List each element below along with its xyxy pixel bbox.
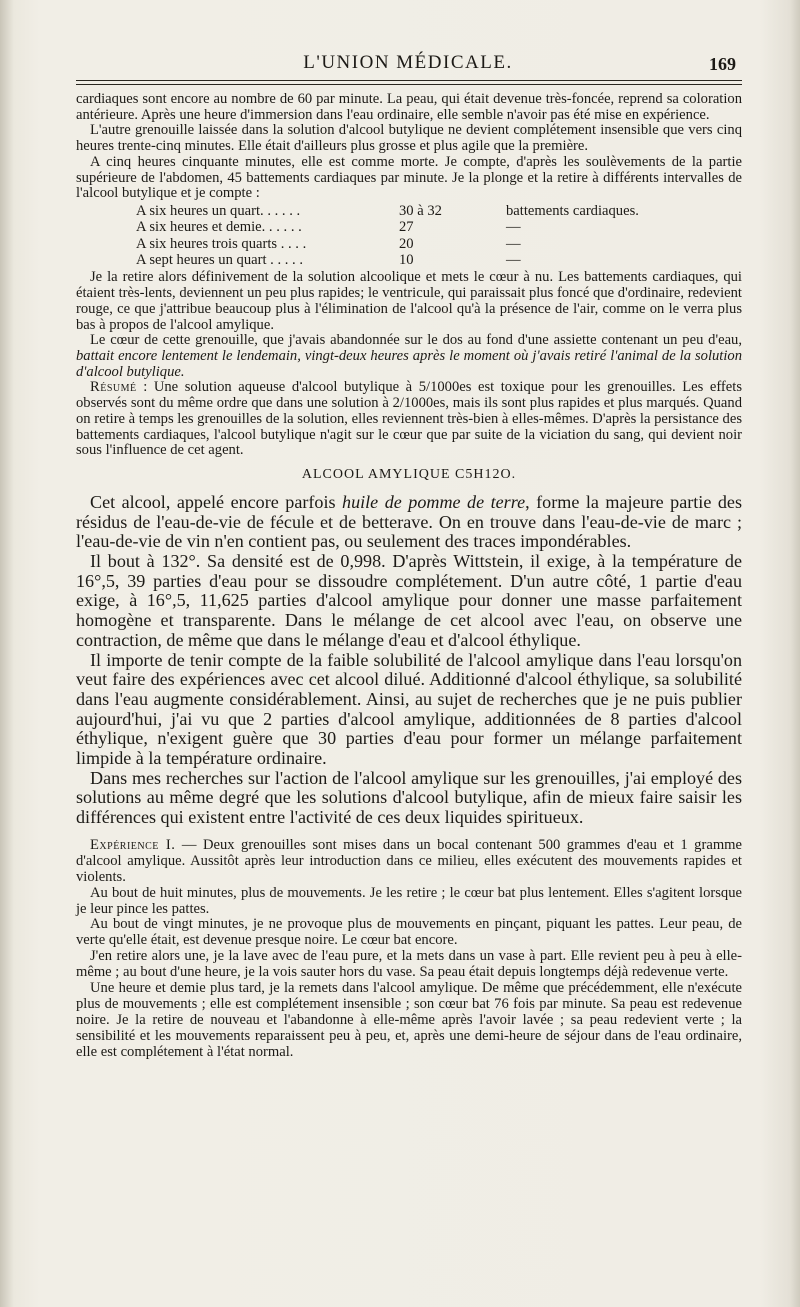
page-number: 169 xyxy=(709,54,736,74)
table-row xyxy=(76,236,742,252)
page-header xyxy=(76,52,740,76)
heartbeat-table xyxy=(76,203,742,269)
paragraph-text: Le cœur de cette grenouille, que j'avais abandonnée sur le dos au fond d'une assiette contenant un peu d'eau, xyxy=(90,332,742,349)
table-unit: — xyxy=(506,252,521,269)
running-title: L'UNION MÉDICALE. xyxy=(303,52,513,73)
table-row xyxy=(76,203,742,219)
table-time: A six heures et demie. . . . . . xyxy=(136,219,302,236)
table-time: A six heures trois quarts . . . . xyxy=(136,235,307,252)
table-unit: — xyxy=(506,235,521,252)
paragraph: Il bout à 132°. Sa densité est de 0,998. D'après Wittstein, il exige, à la température de 16°,5, 39 parties d'eau pour se dissoudre complétement. D'un autre côté, 1 partie d'eau exige, à 16°,5, 11,625 parties d'alcool amylique pour donner une masse parfaitement homogène et transparente. Dans le mélange de cet alcool avec l'eau, on observe une contraction, de même que dans le mélange d'eau et d'alcool éthylique. xyxy=(76,551,742,650)
italic-text: huile de pomme de terre xyxy=(342,491,526,512)
resume-label: Résumé xyxy=(90,379,137,396)
experiment-paragraph xyxy=(76,838,742,886)
paragraph-text: Cet alcool, appelé encore parfois xyxy=(90,491,343,512)
paragraph-continued: cardiaques sont encore au nombre de 60 par minute. La peau, qui était devenue très-foncée, reprend sa coloration antérieure. Après une heure d'immersion dans l'eau ordinaire, elle semble n'avoir pas été mise en expérience. xyxy=(76,91,742,123)
table-value: 30 à 32 xyxy=(399,202,442,219)
paragraph: Au bout de vingt minutes, je ne provoque plus de mouvements en pinçant, piquant les pattes. Leur peau, de verte qu'elle était, est devenue presque noire. Le cœur bat encore. xyxy=(76,916,742,949)
experiment-text: — Deux grenouilles sont mises dans un bocal contenant 500 grammes d'eau et 1 gramme d'alcool amylique. Aussitôt après leur introduction dans ce milieu, elles exécutent des mouvements rapides et violents. xyxy=(76,836,742,885)
paragraph xyxy=(76,493,742,552)
experiment-label: Expérience I. xyxy=(90,836,176,853)
header-rule-thin xyxy=(76,84,742,85)
paragraph: A cinq heures cinquante minutes, elle est comme morte. Je compte, d'après les soulèvements de la partie supérieure de l'abdomen, 45 battements cardiaques par minute. Je la plonge et la retire à différents intervalles de l'alcool butylique et je compte : xyxy=(76,153,742,202)
table-row xyxy=(76,219,742,235)
table-unit: — xyxy=(506,219,521,236)
paragraph: Il importe de tenir compte de la faible solubilité de l'alcool amylique dans l'eau lorsqu'on veut faire des expériences avec cet alcool dilué. Additionné d'alcool éthylique, sa solubilité dans l'eau augmente considérablement. Ainsi, au sujet de recherches que je ne puis publier aujourd'hui, j'ai vu que 2 parties d'alcool amylique, additionnées de 8 parties d'alcool éthylique, n'exigent guère que 30 parties d'eau pour former un mélange parfaitement limpide à la température ordinaire. xyxy=(76,649,742,769)
table-value: 27 xyxy=(399,219,414,236)
large-type-block xyxy=(76,493,742,828)
paragraph: Une heure et demie plus tard, je la remets dans l'alcool amylique. De même que précédemment, elle n'exécute plus de mouvements ; elle est complétement insensible ; son cœur bat 76 fois par minute. Sa peau est redevenue noire. Je la retire de nouveau et l'abandonne à elle-même après l'avoir lavée ; sa peau redevient verte ; la sensibilité et les mouvements reparaissent peu à peu, et, après une demi-heure de séjour dans de l'eau ordinaire, elle est complétement à l'état normal. xyxy=(76,980,742,1060)
table-value: 20 xyxy=(399,235,414,252)
table-unit: battements cardiaques. xyxy=(506,202,639,219)
italic-text: battait encore lentement le lendemain, vingt-deux heures après le moment où j'avais retiré l'animal de la solution d'alcool butylique. xyxy=(76,348,742,380)
resume-paragraph xyxy=(76,380,742,459)
table-time: A sept heures un quart . . . . . xyxy=(136,252,303,269)
small-type-block xyxy=(76,92,742,459)
resume-text: : Une solution aqueuse d'alcool butylique à 5/1000es est toxique pour les grenouilles. Les effets observés sont du même ordre que dans une solution à 2/1000es, mais ils sont plus rapides et plus marqués. Quand on retire à temps les grenouilles de la solution, elles reviennent très-bien à elles-mêmes. D'après la persistance des battements cardiaques, l'alcool butylique n'agit sur le cœur que par suite de la viciation du sang, qui devient noir sous l'influence de cet agent. xyxy=(76,379,743,459)
paragraph: Dans mes recherches sur l'action de l'alcool amylique sur les grenouilles, j'ai employé des solutions au même degré que les solutions d'alcool butylique, afin de mieux faire saisir les différences qui existent entre l'activité de ces deux liquides spiritueux. xyxy=(76,767,742,828)
section-heading: ALCOOL AMYLIQUE C5H12O. xyxy=(301,466,517,482)
paragraph: Je la retire alors définivement de la solution alcoolique et mets le cœur à nu. Les battements cardiaques, qui étaient très-lents, deviennent un peu plus rapides; le ventricule, qui paraissait plus foncé que d'ordinaire, redevient rouge, ce que j'attribue beaucoup plus à l'élimination de l'alcool qu'à la présence de l'air, comme on le verra plus bas à propos de l'alcool amylique. xyxy=(76,269,742,333)
paragraph: L'autre grenouille laissée dans la solution d'alcool butylique ne devient complétement insensible que vers cinq heures trente-cinq minutes. Elle était d'ailleurs plus grosse et plus agile que la première. xyxy=(76,122,742,155)
paragraph: J'en retire alors une, je la lave avec de l'eau pure, et la mets dans un vase à part. Elle revient peu à peu à elle-même ; au bout d'une heure, je la vois sauter hors du vase. Sa peau était depuis longtemps déjà redevenue verte. xyxy=(76,948,742,981)
table-value: 10 xyxy=(399,252,414,269)
header-rule xyxy=(76,80,742,81)
paragraph-text: , forme la majeure partie des résidus de l'eau-de-vie de fécule et de betterave. On en trouve dans l'eau-de-vie de marc ; l'eau-de-vie de vin n'en contient pas, ou seulement des traces impondérables. xyxy=(76,491,742,552)
experiment-block xyxy=(76,838,742,1061)
paragraph xyxy=(76,333,742,380)
table-time: A six heures un quart. . . . . . xyxy=(136,202,301,219)
body-text xyxy=(76,92,742,1061)
paragraph: Au bout de huit minutes, plus de mouvements. Je les retire ; le cœur bat plus lentement. Elles s'agitent lorsque je leur pince les pattes. xyxy=(76,884,742,917)
table-row xyxy=(76,252,742,268)
